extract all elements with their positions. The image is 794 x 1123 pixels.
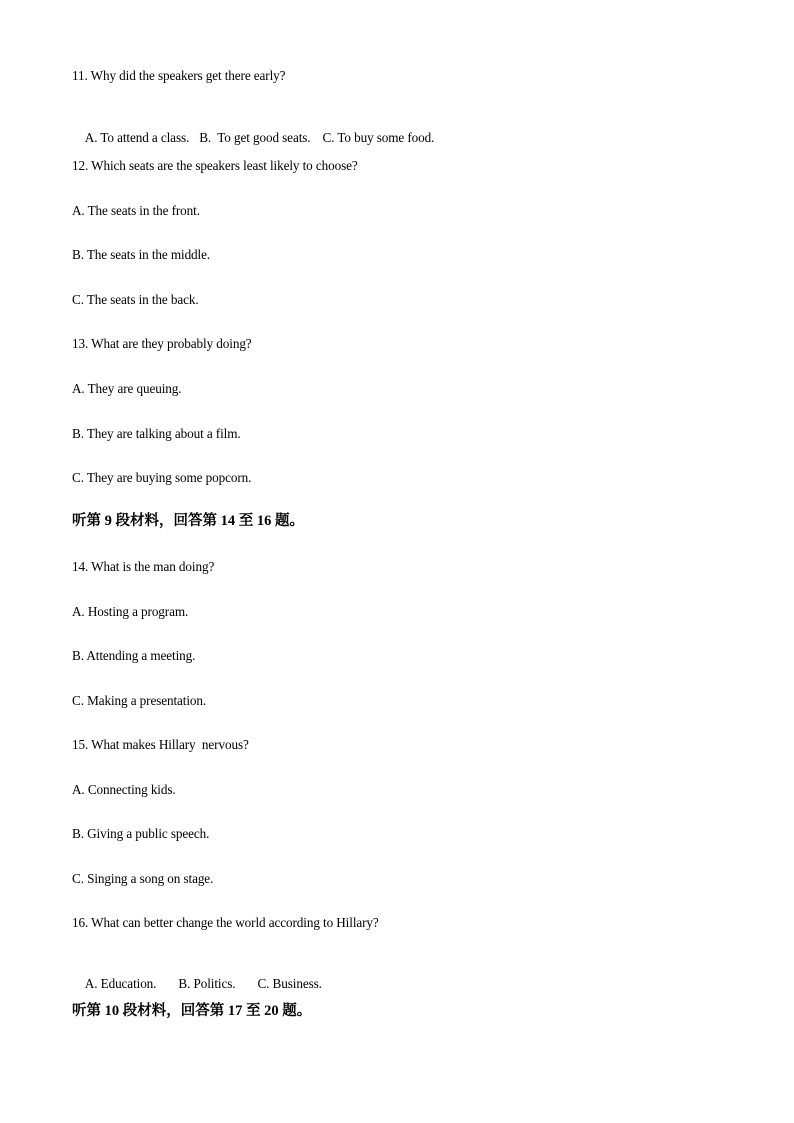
q14-option-a: A. Hosting a program. bbox=[72, 604, 189, 619]
q15-question: 15. What makes Hillary nervous? bbox=[72, 737, 249, 752]
q13-option-a: A. They are queuing. bbox=[72, 381, 182, 396]
q16-option-a: A. Education. bbox=[84, 976, 157, 991]
q16-option-b: B. Politics. bbox=[178, 976, 236, 991]
q11-options bbox=[72, 114, 434, 162]
q13-option-b: B. They are talking about a film. bbox=[72, 426, 241, 441]
q15-option-b: B. Giving a public speech. bbox=[72, 826, 210, 841]
q12-option-a: A. The seats in the front. bbox=[72, 203, 200, 218]
q12-option-c: C. The seats in the back. bbox=[72, 292, 199, 307]
q12-question: 12. Which seats are the speakers least likely to choose? bbox=[72, 158, 358, 173]
q15-option-c: C. Singing a song on stage. bbox=[72, 871, 214, 886]
q11-question: 11. Why did the speakers get there early? bbox=[72, 68, 286, 83]
q14-option-b: B. Attending a meeting. bbox=[72, 648, 196, 663]
q15-option-a: A. Connecting kids. bbox=[72, 782, 176, 797]
q11-option-b: B. To get good seats. bbox=[199, 130, 311, 145]
section-9-heading: 听第 9 段材料，回答第 14 至 16 题。 bbox=[72, 513, 304, 529]
q11-option-a: A. To attend a class. bbox=[84, 130, 190, 145]
q14-question: 14. What is the man doing? bbox=[72, 559, 215, 574]
section-10-heading: 听第 10 段材料，回答第 17 至 20 题。 bbox=[72, 1003, 312, 1019]
q16-option-c: C. Business. bbox=[257, 976, 322, 991]
q13-question: 13. What are they probably doing? bbox=[72, 336, 252, 351]
q12-option-b: B. The seats in the middle. bbox=[72, 247, 211, 262]
q16-question: 16. What can better change the world according to Hillary? bbox=[72, 915, 379, 930]
q13-option-c: C. They are buying some popcorn. bbox=[72, 470, 252, 485]
q11-option-c: C. To buy some food. bbox=[322, 130, 435, 145]
q16-options bbox=[72, 960, 322, 1008]
q14-option-c: C. Making a presentation. bbox=[72, 693, 207, 708]
